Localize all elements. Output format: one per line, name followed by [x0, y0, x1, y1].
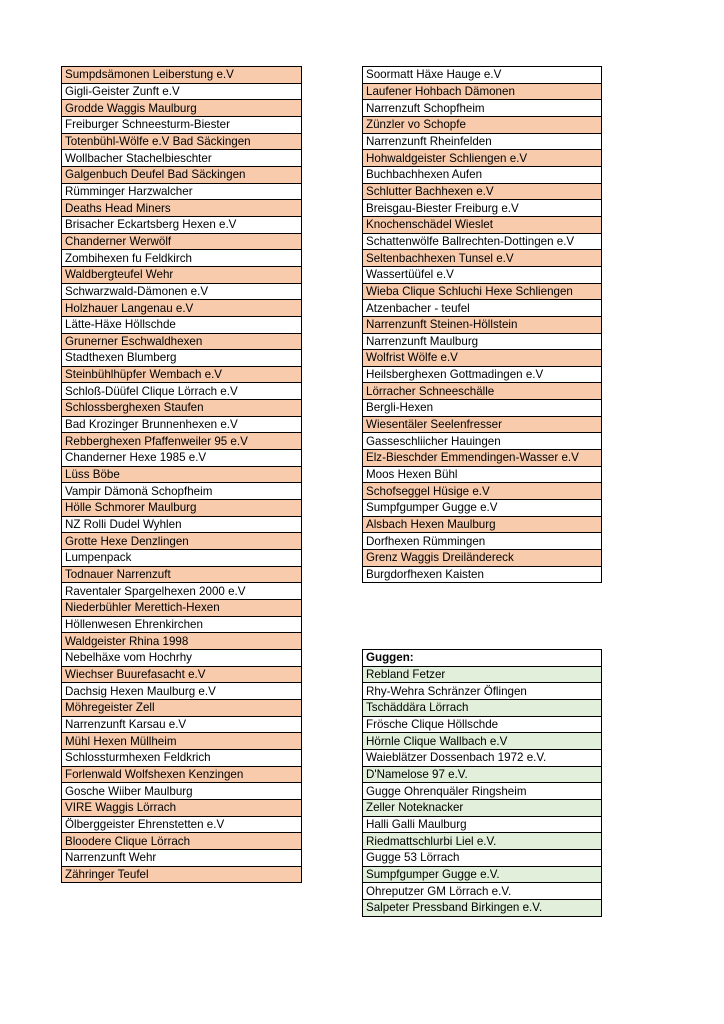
- table-cell: Narrenzunft Rheinfelden: [363, 133, 602, 150]
- table-cell: Wollbacher Stachelbieschter: [62, 150, 302, 167]
- table-cell: Gugge 53 Lörrach: [363, 849, 602, 866]
- table-cell: Lumpenpack: [62, 550, 302, 567]
- table-cell: Schattenwölfe Ballrechten-Dottingen e.V: [363, 233, 602, 250]
- table-cell: Bergli-Hexen: [363, 400, 602, 417]
- table-row: [363, 283, 602, 300]
- table-cell: Rebberghexen Pfaffenweiler 95 e.V: [62, 433, 302, 450]
- table-cell: Zünzler vo Schopfe: [363, 116, 602, 133]
- table-row: [363, 733, 602, 750]
- table-row: [363, 500, 602, 517]
- table-row: [363, 416, 602, 433]
- table-row: [62, 633, 302, 650]
- table-cell: Mühl Hexen Müllheim: [62, 733, 302, 750]
- table-row: [363, 250, 602, 267]
- table-cell: Nebelhäxe vom Hochrhy: [62, 649, 302, 666]
- table-row: [363, 67, 602, 84]
- table-cell: Zombihexen fu Feldkirch: [62, 250, 302, 267]
- table-row: [363, 533, 602, 550]
- table-row: [62, 216, 302, 233]
- guggen-header-row: [363, 650, 602, 667]
- table-cell: VIRE Waggis Lörrach: [62, 799, 302, 816]
- table-cell: Totenbühl-Wölfe e.V Bad Säckingen: [62, 133, 302, 150]
- table-cell: Grenz Waggis Dreiländereck: [363, 550, 602, 567]
- table-row: [363, 566, 602, 583]
- table-cell: Chanderner Werwölf: [62, 233, 302, 250]
- table-cell: Galgenbuch Deufel Bad Säckingen: [62, 166, 302, 183]
- table-cell: Soormatt Häxe Hauge e.V: [363, 67, 602, 84]
- table-cell: Dachsig Hexen Maulburg e.V: [62, 683, 302, 700]
- table-row: [62, 833, 302, 850]
- table-row: [62, 616, 302, 633]
- table-cell: Rhy-Wehra Schränzer Öflingen: [363, 683, 602, 700]
- table-row: [62, 683, 302, 700]
- table-cell: Sumpdsämonen Leiberstung e.V: [62, 67, 302, 84]
- table-cell: Salpeter Pressband Birkingen e.V.: [363, 899, 602, 916]
- table-cell: NZ Rolli Dudel Wyhlen: [62, 516, 302, 533]
- table-row: [62, 533, 302, 550]
- table-cell: Narrenzunft Karsau e.V: [62, 716, 302, 733]
- table-row: [62, 133, 302, 150]
- table-row: [62, 749, 302, 766]
- right-list-table: [362, 66, 602, 583]
- table-row: [363, 666, 602, 683]
- table-row: [363, 749, 602, 766]
- table-cell: Moos Hexen Bühl: [363, 466, 602, 483]
- table-cell: Steinbühlhüpfer Wembach e.V: [62, 366, 302, 383]
- table-row: [62, 116, 302, 133]
- table-cell: Waldgeister Rhina 1998: [62, 633, 302, 650]
- table-row: [62, 849, 302, 866]
- table-cell: Ohreputzer GM Lörrach e.V.: [363, 883, 602, 900]
- table-cell: Schlossturmhexen Feldkrich: [62, 749, 302, 766]
- table-cell: Waieblätzer Dossenbach 1972 e.V.: [363, 749, 602, 766]
- table-row: [363, 866, 602, 883]
- table-row: [363, 350, 602, 367]
- table-row: [363, 550, 602, 567]
- table-row: [62, 250, 302, 267]
- table-cell: Sumpfgumper Gugge e.V.: [363, 866, 602, 883]
- table-row: [363, 83, 602, 100]
- table-row: [62, 699, 302, 716]
- table-cell: Heilsberghexen Gottmadingen e.V: [363, 366, 602, 383]
- table-cell: Rebland Fetzer: [363, 666, 602, 683]
- table-row: [62, 150, 302, 167]
- table-cell: Brisacher Eckartsberg Hexen e.V: [62, 216, 302, 233]
- table-row: [62, 666, 302, 683]
- table-cell: Wassertüüfel e.V: [363, 266, 602, 283]
- table-row: [363, 183, 602, 200]
- table-cell: Hohwaldgeister Schliengen e.V: [363, 150, 602, 167]
- table-row: [62, 733, 302, 750]
- table-row: [62, 866, 302, 883]
- table-cell: Narrenzunft Wehr: [62, 849, 302, 866]
- table-cell: Lüss Böbe: [62, 466, 302, 483]
- table-row: [363, 150, 602, 167]
- table-row: [62, 333, 302, 350]
- table-cell: Höllenwesen Ehrenkirchen: [62, 616, 302, 633]
- table-row: [363, 516, 602, 533]
- guggen-header: Guggen:: [363, 650, 602, 667]
- table-row: [363, 883, 602, 900]
- table-cell: Wiesentäler Seelenfresser: [363, 416, 602, 433]
- table-row: [62, 233, 302, 250]
- table-cell: Frösche Clique Höllschde: [363, 716, 602, 733]
- table-cell: Freiburger Schneesturm-Biester: [62, 116, 302, 133]
- table-row: [363, 799, 602, 816]
- table-cell: Knochenschädel Wieslet: [363, 216, 602, 233]
- table-cell: Seltenbachhexen Tunsel e.V: [363, 250, 602, 267]
- table-cell: Waldbergteufel Wehr: [62, 266, 302, 283]
- table-row: [62, 416, 302, 433]
- table-cell: Stadthexen Blumberg: [62, 350, 302, 367]
- table-cell: Wiechser Buurefasacht e.V: [62, 666, 302, 683]
- table-row: [363, 816, 602, 833]
- table-cell: Hölle Schmorer Maulburg: [62, 500, 302, 517]
- table-cell: Riedmattschlurbi Liel e.V.: [363, 833, 602, 850]
- table-row: [62, 550, 302, 567]
- table-row: [363, 200, 602, 217]
- table-row: [62, 716, 302, 733]
- table-row: [62, 400, 302, 417]
- table-cell: Lörracher Schneeschälle: [363, 383, 602, 400]
- left-list-table: [61, 66, 302, 883]
- table-cell: Halli Galli Maulburg: [363, 816, 602, 833]
- table-cell: Lätte-Häxe Höllschde: [62, 316, 302, 333]
- table-cell: Sumpfgumper Gugge e.V: [363, 500, 602, 517]
- table-row: [363, 266, 602, 283]
- table-cell: Gugge Ohrenquäler Ringsheim: [363, 783, 602, 800]
- table-row: [62, 350, 302, 367]
- table-row: [62, 483, 302, 500]
- table-cell: Schlutter Bachhexen e.V: [363, 183, 602, 200]
- table-row: [363, 699, 602, 716]
- table-row: [62, 316, 302, 333]
- table-row: [62, 200, 302, 217]
- table-cell: Wieba Clique Schluchi Hexe Schliengen: [363, 283, 602, 300]
- table-cell: Raventaler Spargelhexen 2000 e.V: [62, 583, 302, 600]
- table-row: [62, 183, 302, 200]
- table-cell: Schwarzwald-Dämonen e.V: [62, 283, 302, 300]
- table-cell: Todnauer Narrenzuft: [62, 566, 302, 583]
- table-row: [363, 233, 602, 250]
- table-cell: Niederbühler Merettich-Hexen: [62, 600, 302, 617]
- table-row: [363, 316, 602, 333]
- table-cell: Gigli-Geister Zunft e.V: [62, 83, 302, 100]
- table-row: [363, 849, 602, 866]
- table-cell: Narrenzunft Steinen-Höllstein: [363, 316, 602, 333]
- table-row: [62, 500, 302, 517]
- table-row: [62, 649, 302, 666]
- table-row: [363, 433, 602, 450]
- table-cell: Zähringer Teufel: [62, 866, 302, 883]
- table-cell: Grodde Waggis Maulburg: [62, 100, 302, 117]
- table-row: [62, 766, 302, 783]
- table-cell: Bloodere Clique Lörrach: [62, 833, 302, 850]
- guggen-table: [362, 649, 602, 917]
- table-cell: Holzhauer Langenau e.V: [62, 300, 302, 317]
- table-row: [62, 600, 302, 617]
- table-row: [62, 799, 302, 816]
- table-cell: Alsbach Hexen Maulburg: [363, 516, 602, 533]
- table-row: [62, 366, 302, 383]
- table-row: [62, 283, 302, 300]
- table-cell: Forlenwald Wolfshexen Kenzingen: [62, 766, 302, 783]
- table-cell: Schloß-Düüfel Clique Lörrach e.V: [62, 383, 302, 400]
- table-cell: Dorfhexen Rümmingen: [363, 533, 602, 550]
- table-row: [363, 899, 602, 916]
- table-cell: Schlossberghexen Staufen: [62, 400, 302, 417]
- table-cell: Breisgau-Biester Freiburg e.V: [363, 200, 602, 217]
- table-row: [62, 383, 302, 400]
- table-cell: Bad Krozinger Brunnenhexen e.V: [62, 416, 302, 433]
- table-row: [363, 716, 602, 733]
- table-cell: Hörnle Clique Wallbach e.V: [363, 733, 602, 750]
- table-row: [62, 266, 302, 283]
- table-row: [363, 300, 602, 317]
- table-row: [363, 783, 602, 800]
- table-row: [62, 67, 302, 84]
- table-row: [363, 383, 602, 400]
- table-row: [363, 683, 602, 700]
- table-cell: Gasseschliicher Hauingen: [363, 433, 602, 450]
- table-cell: Vampir Dämonä Schopfheim: [62, 483, 302, 500]
- table-row: [363, 100, 602, 117]
- table-row: [363, 766, 602, 783]
- table-cell: Zeller Noteknacker: [363, 799, 602, 816]
- table-cell: Deaths Head Miners: [62, 200, 302, 217]
- table-row: [363, 483, 602, 500]
- table-row: [62, 450, 302, 467]
- table-row: [363, 833, 602, 850]
- table-row: [363, 450, 602, 467]
- table-row: [363, 116, 602, 133]
- table-cell: Narrenzuft Schopfheim: [363, 100, 602, 117]
- table-cell: Burgdorfhexen Kaisten: [363, 566, 602, 583]
- table-cell: Rümminger Harzwalcher: [62, 183, 302, 200]
- table-cell: Narrenzunft Maulburg: [363, 333, 602, 350]
- table-row: [363, 133, 602, 150]
- table-row: [62, 100, 302, 117]
- table-row: [363, 400, 602, 417]
- table-cell: Atzenbacher - teufel: [363, 300, 602, 317]
- table-row: [62, 816, 302, 833]
- table-row: [363, 466, 602, 483]
- table-cell: Laufener Hohbach Dämonen: [363, 83, 602, 100]
- table-cell: Ölberggeister Ehrenstetten e.V: [62, 816, 302, 833]
- table-cell: Buchbachhexen Aufen: [363, 166, 602, 183]
- table-row: [363, 333, 602, 350]
- table-cell: Grotte Hexe Denzlingen: [62, 533, 302, 550]
- table-row: [62, 300, 302, 317]
- table-row: [62, 466, 302, 483]
- table-cell: Möhregeister Zell: [62, 699, 302, 716]
- table-row: [62, 583, 302, 600]
- table-row: [62, 83, 302, 100]
- table-cell: Gosche Wiiber Maulburg: [62, 783, 302, 800]
- table-cell: Elz-Bieschder Emmendingen-Wasser e.V: [363, 450, 602, 467]
- table-cell: D'Namelose 97 e.V.: [363, 766, 602, 783]
- table-row: [62, 166, 302, 183]
- table-row: [363, 216, 602, 233]
- table-row: [62, 783, 302, 800]
- table-row: [62, 566, 302, 583]
- table-cell: Chanderner Hexe 1985 e.V: [62, 450, 302, 467]
- table-row: [62, 516, 302, 533]
- table-cell: Schofseggel Hüsige e.V: [363, 483, 602, 500]
- table-cell: Grunerner Eschwaldhexen: [62, 333, 302, 350]
- table-row: [62, 433, 302, 450]
- table-row: [363, 366, 602, 383]
- table-cell: Tschäddära Lörrach: [363, 699, 602, 716]
- table-cell: Wolfrist Wölfe e.V: [363, 350, 602, 367]
- table-row: [363, 166, 602, 183]
